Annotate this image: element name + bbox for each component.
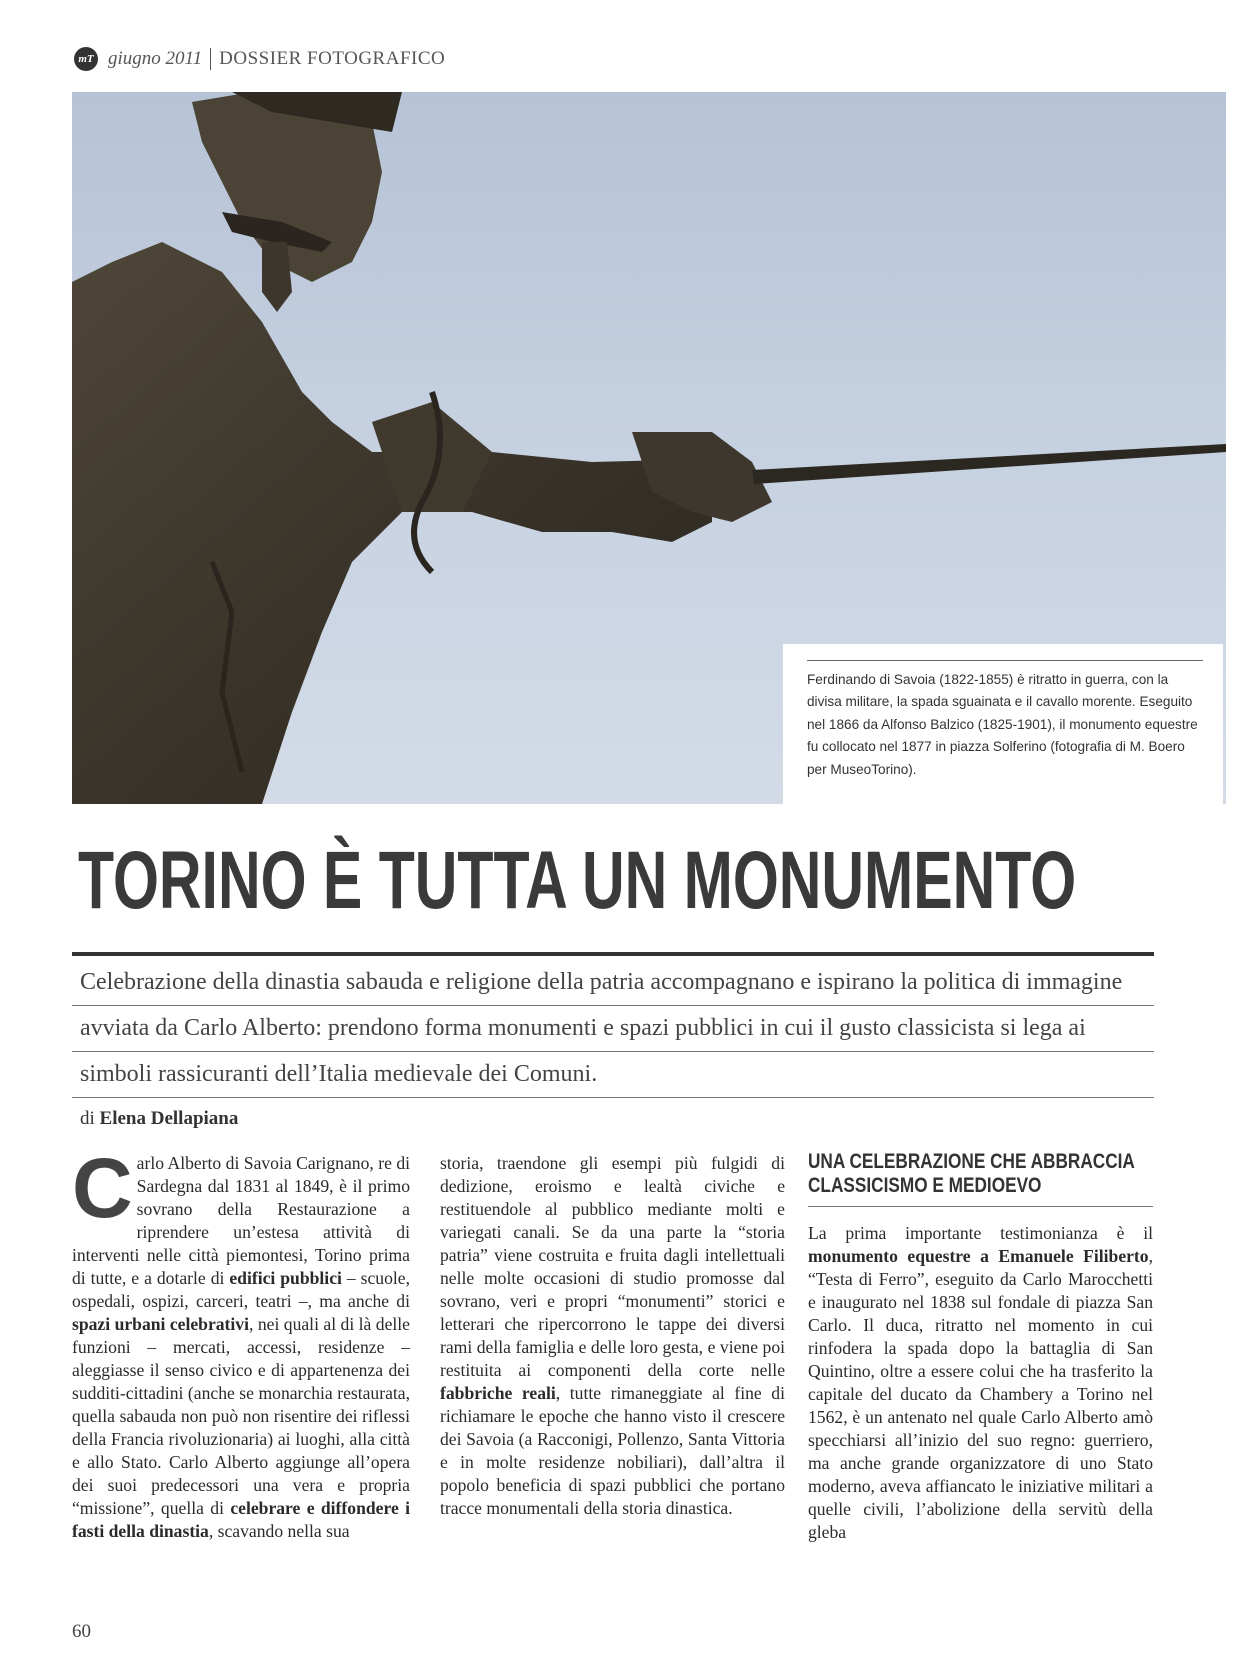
byline xyxy=(80,1108,238,1130)
subheading xyxy=(808,1150,1135,1198)
bold-run: celebrare e diffondere i fasti della dinastia xyxy=(72,1498,410,1541)
subheading-line: UNA CELEBRAZIONE CHE ABBRACCIA xyxy=(808,1150,1135,1173)
subheading-line: CLASSICISMO E MEDIOEVO xyxy=(808,1174,1042,1197)
article-column-3 xyxy=(808,1222,1153,1544)
bold-run: spazi urbani celebrativi xyxy=(72,1314,249,1334)
caption-rule xyxy=(807,660,1203,661)
issue-date: giugno 2011 xyxy=(108,48,203,69)
drop-cap: C xyxy=(72,1141,133,1235)
photo-caption xyxy=(783,644,1223,812)
article-title: TORINO È TUTTA UN MONUMENTO xyxy=(78,835,1077,926)
author-name: Elena Dellapiana xyxy=(99,1108,239,1129)
paragraph xyxy=(808,1222,1153,1544)
text-run: , scavando nella sua xyxy=(208,1521,350,1541)
lead-line: simboli rassicuranti dell’Italia medievale dei Comuni. xyxy=(72,1052,1154,1098)
lead-top-rule xyxy=(72,952,1154,956)
bold-run: edifici pubblici xyxy=(229,1268,342,1288)
page-number: 60 xyxy=(72,1621,91,1642)
byline-prefix: di xyxy=(80,1108,95,1129)
article-column-2 xyxy=(440,1152,785,1520)
text-run: – scuole, ospedali, ospizi, carceri, teatri –, ma anche di xyxy=(72,1268,410,1311)
subheading-rule xyxy=(808,1206,1153,1207)
lead-line: Celebrazione della dinastia sabauda e religione della patria accompagnano e ispirano la politica di immagine xyxy=(72,960,1154,1006)
paragraph xyxy=(440,1152,785,1520)
paragraph xyxy=(72,1141,410,1543)
text-run: storia, traendone gli esempi più fulgidi di dedizione, eroismo e lealtà civiche e restituendole al pubblico mediante molti e variegati canali. Se da una parte la “storia patria” viene costruita e fruita dagli intellettuali nelle molte occasioni di studio promosse dal sovrano, veri e propri “monumenti” storici e letterari che ripercorrono le tappe dei diversi rami della famiglia e delle loro gesta, e viene poi restituita ai componenti della corte nelle xyxy=(440,1153,785,1380)
section-name: DOSSIER FOTOGRAFICO xyxy=(219,48,446,69)
header-divider xyxy=(210,48,211,70)
magazine-logo-icon: mT xyxy=(74,47,98,71)
text-run: , nei quali al di là delle funzioni – mercati, accessi, residenze – aleggiasse il senso civico e di appartenenza dei sudditi-cittadini (anche se monarchia restaurata, quella sabauda non può non risentire dei riflessi della Francia rivoluzionaria) ai luoghi, alla città e allo Stato. Carlo Alberto aggiunge all’opera dei suoi predecessori una vera e propria “missione”, quella di xyxy=(72,1314,410,1518)
article-column-1 xyxy=(72,1141,410,1543)
text-run: , tutte rimaneggiate al fine di richiamare le epoche che hanno visto il crescere dei Savoia (a Racconigi, Pollenzo, Santa Vittoria e in molte residenze nobiliari), dall’altra il popolo beneficia di spazi pubblici che portano tracce monumentali della storia dinastica. xyxy=(440,1383,785,1518)
bold-run: monumento equestre a Emanuele Filiberto xyxy=(808,1246,1149,1266)
article-lead xyxy=(72,960,1154,1098)
caption-text: Ferdinando di Savoia (1822-1855) è ritratto in guerra, con la divisa militare, la spada sguainata e il cavallo morente. Eseguito nel 1866 da Alfonso Balzico (1825-1901), il monumento equestre fu collocato nel 1877 in piazza Solferino (fotografia di M. Boero per MuseoTorino). xyxy=(807,672,1198,777)
text-run: La prima importante testimonianza è il xyxy=(808,1223,1153,1243)
running-header xyxy=(74,44,445,74)
bold-run: fabbriche reali xyxy=(440,1383,556,1403)
lead-line: avviata da Carlo Alberto: prendono forma monumenti e spazi pubblici in cui il gusto classicista si lega ai xyxy=(72,1006,1154,1052)
text-run: arlo Alberto di Savoia Carignano, re di Sardegna dal 1831 al 1849, è il primo sovrano della Restaurazione a riprendere un’estesa attività di interventi nelle città piemontesi, Torino prima di tutte, e a dotarle di xyxy=(72,1153,410,1288)
text-run: , “Testa di Ferro”, eseguito da Carlo Marocchetti e inaugurato nel 1838 sul fondale di piazza San Carlo. Il duca, ritratto nel momento in cui rinfodera la spada dopo la battaglia di San Quintino, oltre a essere colui che ha trasferito la capitale del ducato da Chambery a Torino nel 1562, è un antenato nel quale Carlo Alberto amò specchiarsi all’inizio del suo regno: guerriero, ma anche grande organizzatore di uno Stato moderno, aveva affiancato le iniziative militari a quelle civili, l’abolizione della servitù della gleba xyxy=(808,1246,1153,1542)
